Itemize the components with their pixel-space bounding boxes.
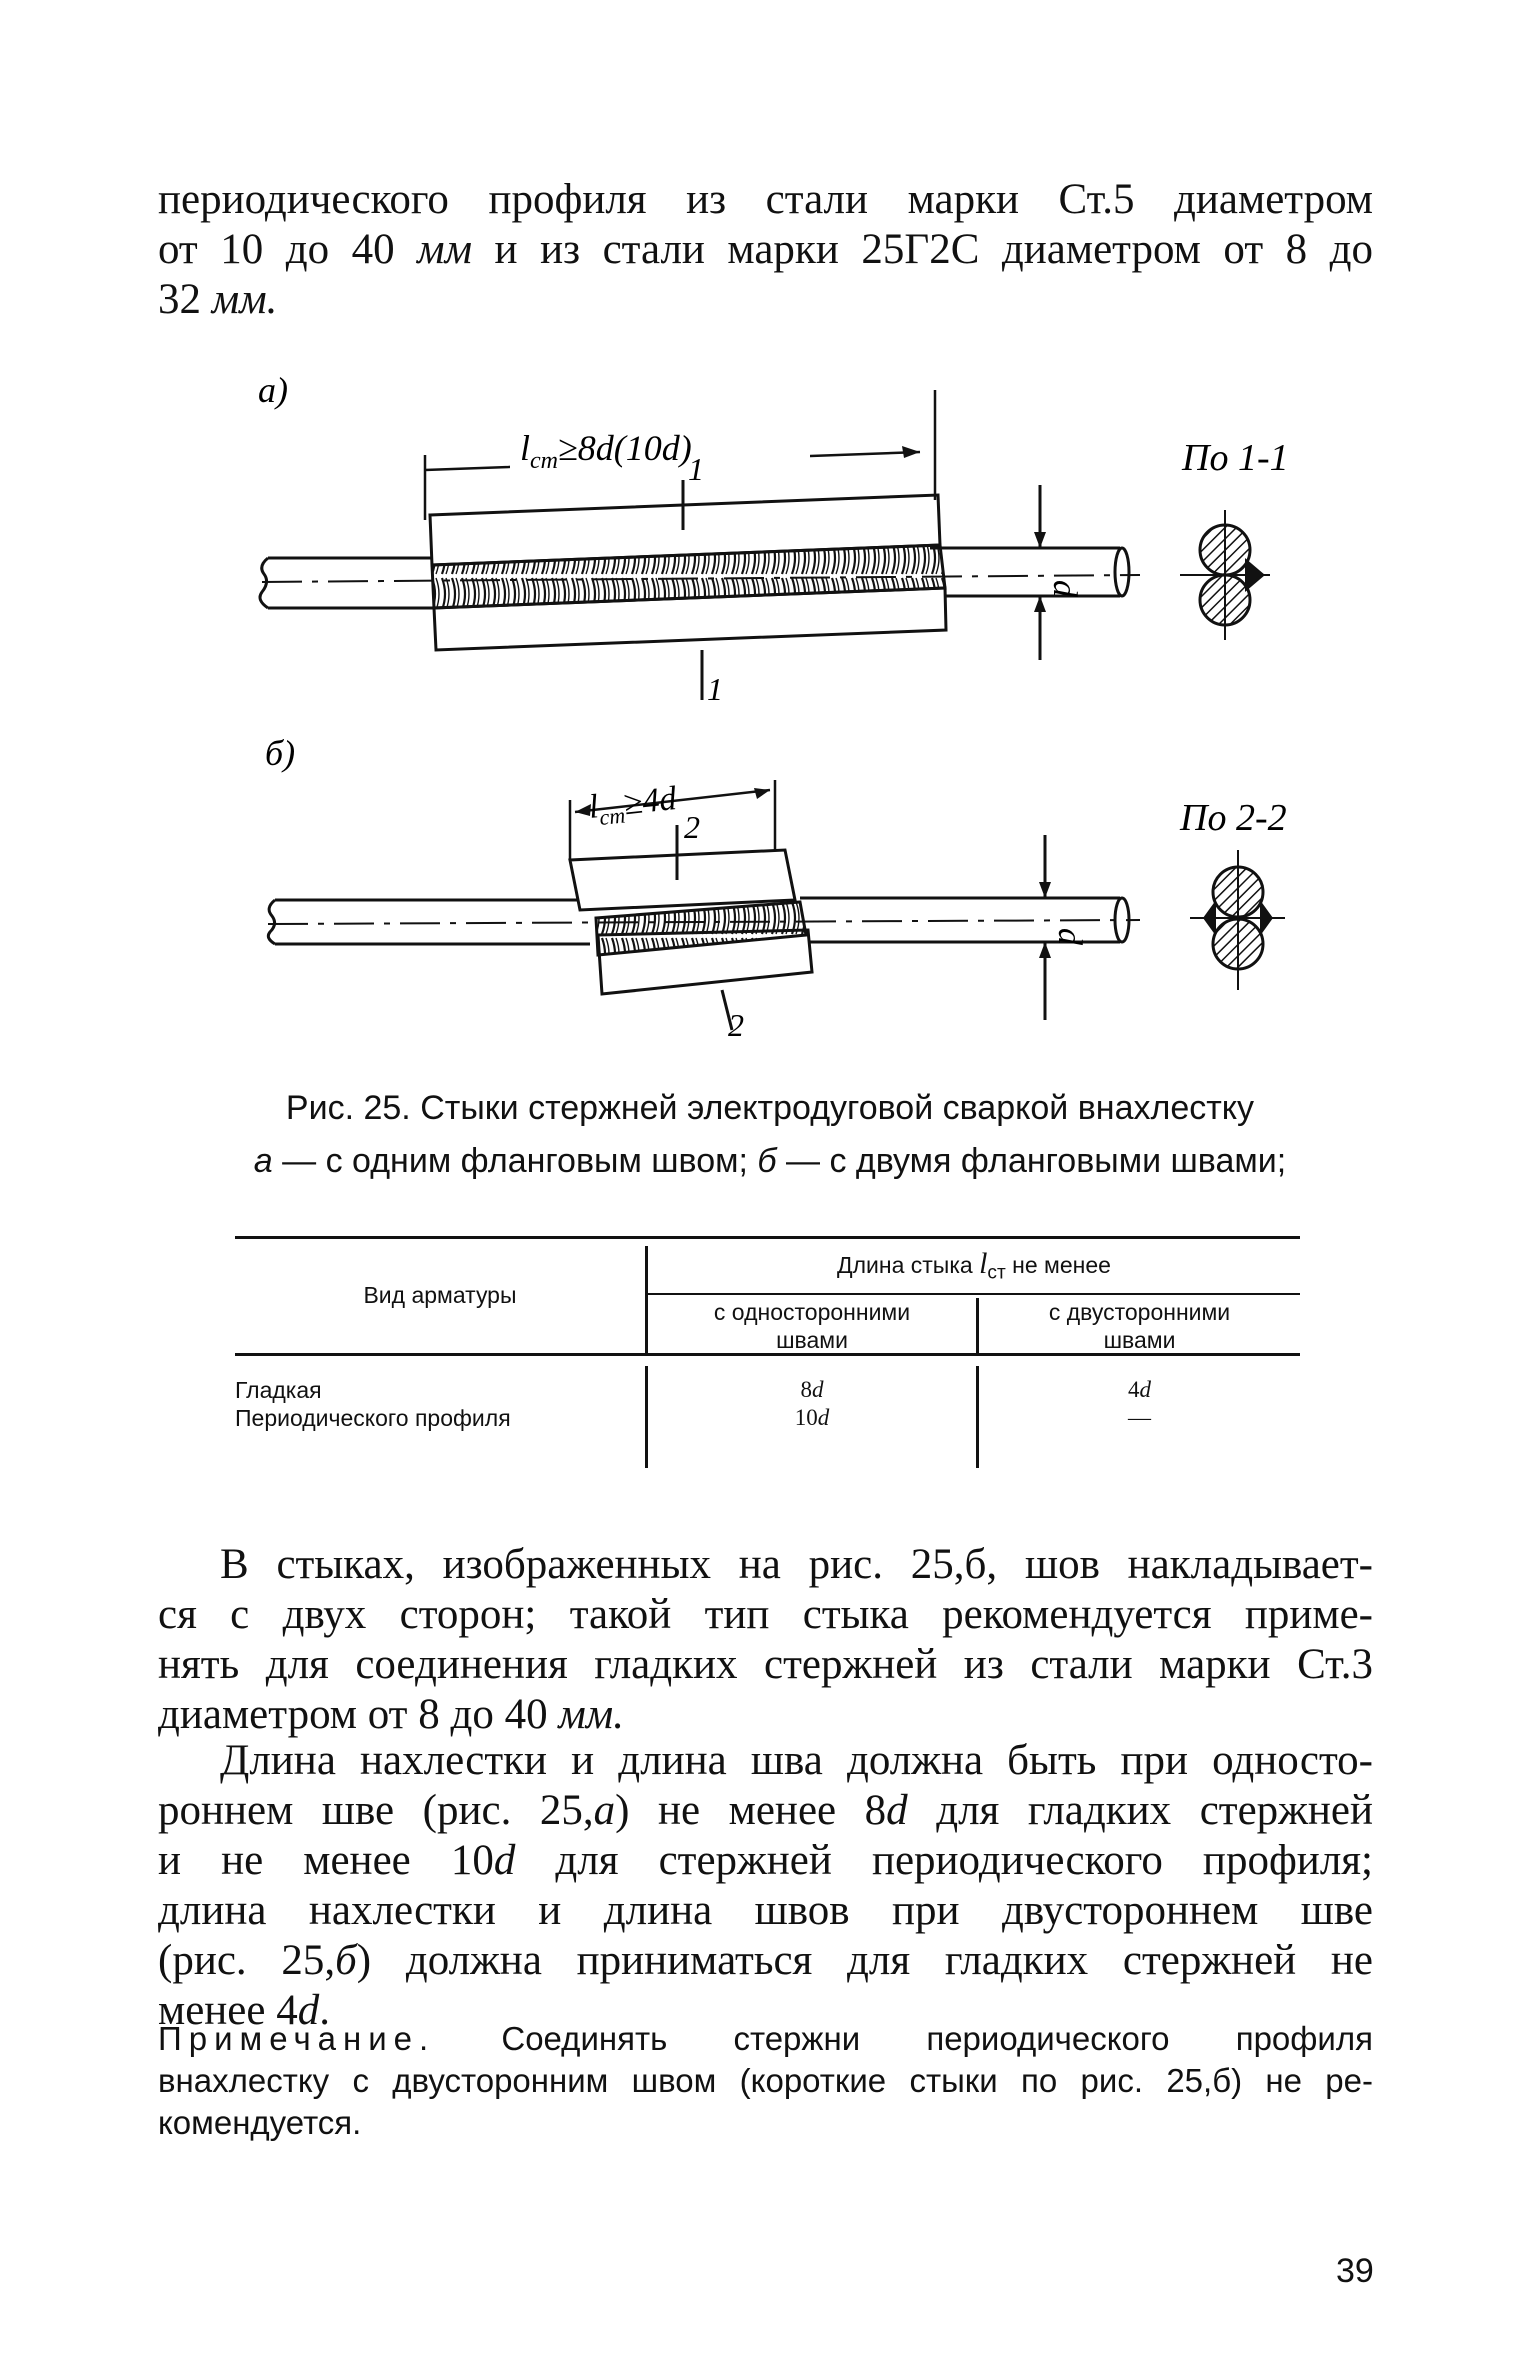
cell-variable: d (817, 1405, 830, 1430)
diameter-label-a: d (1046, 580, 1083, 597)
text-run: не менее (1005, 1252, 1111, 1278)
caption-line-2 (240, 1135, 1300, 1188)
figure-part-a (258, 370, 1289, 707)
paragraph-3-line-5 (158, 1936, 1373, 1986)
text-run: и не менее 10 (158, 1837, 494, 1884)
section-mark-bottom-a: 1 (707, 671, 723, 707)
text-run: ) должна приниматься для гладких стержней не (356, 1937, 1373, 1984)
table-group-rule (645, 1293, 1300, 1295)
table-cell-two-sided (979, 1404, 1300, 1432)
unit-mm: мм (417, 226, 473, 273)
text-run: 32 (158, 276, 212, 323)
text-run: диаметром от 8 до 40 (158, 1691, 559, 1738)
top-paragraph-line-2 (158, 225, 1373, 275)
caption-text-a: — с одним фланговым швом; (272, 1142, 758, 1180)
text-run: для гладких стержней (907, 1787, 1373, 1834)
figure-b-letter: б) (265, 733, 296, 773)
ref-b: б (335, 1937, 357, 1984)
figure-25-weld-joints (0, 360, 1536, 1050)
figure-caption (240, 1082, 1300, 1188)
paragraph-3-line-3 (158, 1836, 1373, 1886)
cell-variable: d (1139, 1377, 1151, 1402)
cross-section-a (1180, 510, 1270, 640)
bar-left-a (260, 558, 440, 608)
text-run: (рис. 25, (158, 1937, 336, 1984)
paragraph-2-line-3: нять для соединения гладких стержней из стали марки Ст.3 (158, 1641, 1373, 1688)
caption-text-b: — с двумя фланговыми швами; (776, 1142, 1287, 1180)
text-run: менее 4 (158, 1987, 298, 2034)
note-line-2: внахлестку с двусторонним швом (короткие стыки по рис. 25,б) не ре- (158, 2062, 1373, 2099)
paragraph-3-line-2 (158, 1786, 1373, 1836)
table-cell-one-sided (648, 1404, 976, 1432)
var-d: d (886, 1787, 908, 1834)
section-mark-top-a: 1 (688, 451, 704, 487)
caption-part-a: а (253, 1142, 273, 1180)
note-line-1 (158, 2018, 1373, 2060)
joint-length-table (235, 1236, 1300, 1470)
header-line: швами (776, 1327, 848, 1353)
note-text: Соединять стержни периодического профиля (435, 2020, 1373, 2057)
subscript-st: ст (987, 1262, 1006, 1284)
top-paragraph-line-1: периодического профиля из стали марки Ст.5 диаметром (158, 176, 1373, 223)
text-run: Длина стыка (837, 1252, 980, 1278)
cell-number: 8 (800, 1377, 812, 1402)
text-run: и из стали марки 25Г2С диаметром от 8 до (472, 226, 1374, 273)
note-line-3: комендуется. (158, 2104, 362, 2141)
table-header-type: Вид арматуры (363, 1282, 517, 1308)
cell-variable: d (812, 1377, 824, 1402)
unit-mm: мм. (558, 1691, 624, 1738)
dimension-label-b: $l_{ст}\ge 4d$ (586, 779, 679, 830)
paragraph-2-line-4 (158, 1690, 1373, 1740)
text-run: от 10 до 40 (158, 226, 418, 273)
dimension-arrow-a (902, 446, 920, 458)
table-cell-two-sided (979, 1376, 1300, 1404)
top-paragraph-line-3 (158, 275, 1373, 325)
section-mark-top-b: 2 (684, 809, 700, 845)
figure-part-b (265, 733, 1287, 1043)
row-type: Периодического профиля (235, 1405, 511, 1431)
bar-end-a (1115, 548, 1129, 596)
cross-section-b (1190, 850, 1285, 990)
paragraph-3 (158, 1736, 1373, 2036)
var-d: d (297, 1987, 320, 2034)
figure-a-letter: а) (258, 370, 288, 410)
top-paragraph (158, 175, 1373, 325)
paragraph-2-line-2: ся с двух сторон; такой тип стыка рекомендуется приме- (158, 1591, 1373, 1638)
cell-number: 10 (794, 1405, 818, 1430)
paragraph-2 (158, 1540, 1373, 1740)
diameter-arrows-a (1034, 532, 1046, 612)
section-title-b: По 2-2 (1180, 797, 1287, 839)
dimension-label-a: $l_{ст}\ge 8d(10d)$ (520, 428, 692, 474)
var-d: d (493, 1837, 516, 1884)
bar-right-a (930, 548, 1120, 596)
caption-part-b: б (757, 1142, 777, 1180)
header-line: с двусторонними (1048, 1299, 1231, 1325)
note-label: Примечание. (158, 2020, 436, 2057)
text-run: ) не менее 8 (615, 1787, 887, 1834)
paragraph-2-line-1: В стыках, изображенных на рис. 25,б, шов накладывает- (220, 1541, 1373, 1588)
cell-number: 4 (1128, 1377, 1140, 1402)
page-number: 39 (1336, 2252, 1374, 2290)
section-title-a: По 1-1 (1182, 437, 1289, 479)
unit-mm: мм. (211, 276, 278, 323)
table-top-rule (235, 1236, 1300, 1239)
table-cell-one-sided (648, 1376, 976, 1404)
table-header-group (648, 1247, 1300, 1288)
cell-number: — (1128, 1405, 1151, 1430)
header-line: швами (1103, 1327, 1176, 1353)
caption-line-1: Рис. 25. Стыки стержней электродуговой сваркой внахлестку (285, 1089, 1255, 1127)
symbol-l: l (979, 1247, 988, 1280)
paragraph-3-line-4: длина нахлестки и длина швов при двустороннем шве (158, 1887, 1373, 1934)
diameter-label-b: d (1051, 928, 1088, 945)
text-run: для стержней периодического профиля; (515, 1837, 1373, 1884)
table-row (235, 1404, 645, 1432)
header-line: с односторонними (713, 1299, 911, 1325)
text-run: . (319, 1987, 330, 2034)
paragraph-3-line-1: Длина нахлестки и длина шва должна быть при односто- (220, 1737, 1373, 1784)
table-header-two-sided (979, 1298, 1300, 1354)
table-row (235, 1376, 645, 1404)
note (158, 2018, 1373, 2144)
table-header-one-sided (648, 1298, 976, 1354)
row-type: Гладкая (235, 1377, 322, 1403)
ref-a: а (593, 1787, 616, 1834)
text-run: роннем шве (рис. 25, (158, 1787, 594, 1834)
section-mark-bottom-b: 2 (728, 1007, 744, 1043)
